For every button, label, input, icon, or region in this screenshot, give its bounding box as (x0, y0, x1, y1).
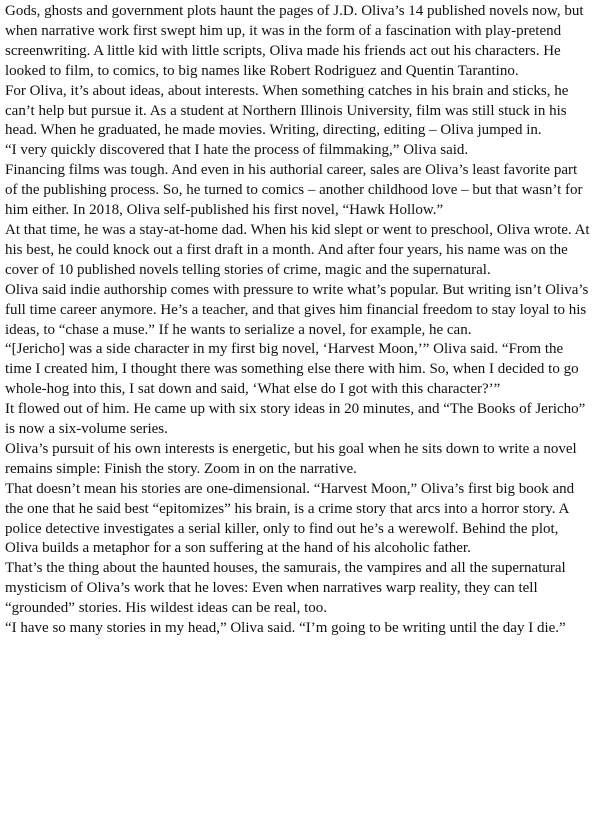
paragraph-4: Financing films was tough. And even in his authorial career, sales are Oliva’s least favorite part of the publishing process. So, he turned to comics – another childhood love – but that wasn’t for him either. In 2018, Oliva self-published his first novel, “Hawk Hollow.” (5, 162, 583, 219)
paragraph-6: Oliva said indie authorship comes with pressure to write what’s popular. But writing isn’t Oliva’s full time career anymore. He’s a teacher, and that gives him financial freedom to stay loyal to his ideas, to “chase a muse.” If he wants to serialize a novel, for example, he can. (5, 281, 589, 338)
paragraph-10: That doesn’t mean his stories are one-dimensional. “Harvest Moon,” Oliva’s first big book and the one that he said best “epitomizes” his brain, is a crime story that arcs into a horror story. A police detective investigates a serial killer, only to find out he’s a werewolf. Behind the plot, Oliva builds a metaphor for a son suffering at the hand of his alcoholic father. (5, 480, 575, 557)
paragraph-1: Gods, ghosts and government plots haunt the pages of J.D. Oliva’s 14 published novels now, but when narrative work first swept him up, it was in the form of a fascination with play-pretend screenwriting. A little kid with little scripts, Oliva made his friends act out his characters. He looked to film, to comics, to big names like Robert Rodriguez and Quentin Tarantino. (5, 3, 584, 79)
paragraph-2: For Oliva, it’s about ideas, about interests. When something catches in his brain and sticks, he can’t help but pursue it. As a student at Northern Illinois University, film was still stuck in his head. When he graduated, he made movies. Writing, directing, editing – Oliva jumped in. (5, 82, 569, 139)
paragraph-8: It flowed out of him. He came up with six story ideas in 20 minutes, and “The Books of Jericho” is now a six-volume series. (5, 401, 586, 438)
article-body (5, 2, 593, 639)
paragraph-7: “[Jericho] was a side character in my first big novel, ‘Harvest Moon,’” Oliva said. “From the time I created him, I thought there was something else there with him. So, when I decided to go whole-hog into this, I sat down and said, ‘What else do I got with this character?’” (5, 341, 579, 398)
paragraph-12: “I have so many stories in my head,” Oliva said. “I’m going to be writing until the day I die.” (5, 620, 566, 637)
paragraph-3: “I very quickly discovered that I hate the process of filmmaking,” Oliva said. (5, 142, 469, 159)
paragraph-5: At that time, he was a stay-at-home dad. When his kid slept or went to preschool, Oliva wrote. At his best, he could knock out a first draft in a month. And after four years, his name was on the cover of 10 published novels telling stories of crime, magic and the supernatural. (5, 221, 590, 278)
paragraph-11: That’s the thing about the haunted houses, the samurais, the vampires and all the supernatural mysticism of Oliva’s work that he loves: Even when narratives warp reality, they can tell “grounded” stories. His wildest ideas can be real, too. (5, 560, 566, 617)
paragraph-9: Oliva’s pursuit of his own interests is energetic, but his goal when he sits down to write a novel remains simple: Finish the story. Zoom in on the narrative. (5, 440, 577, 477)
